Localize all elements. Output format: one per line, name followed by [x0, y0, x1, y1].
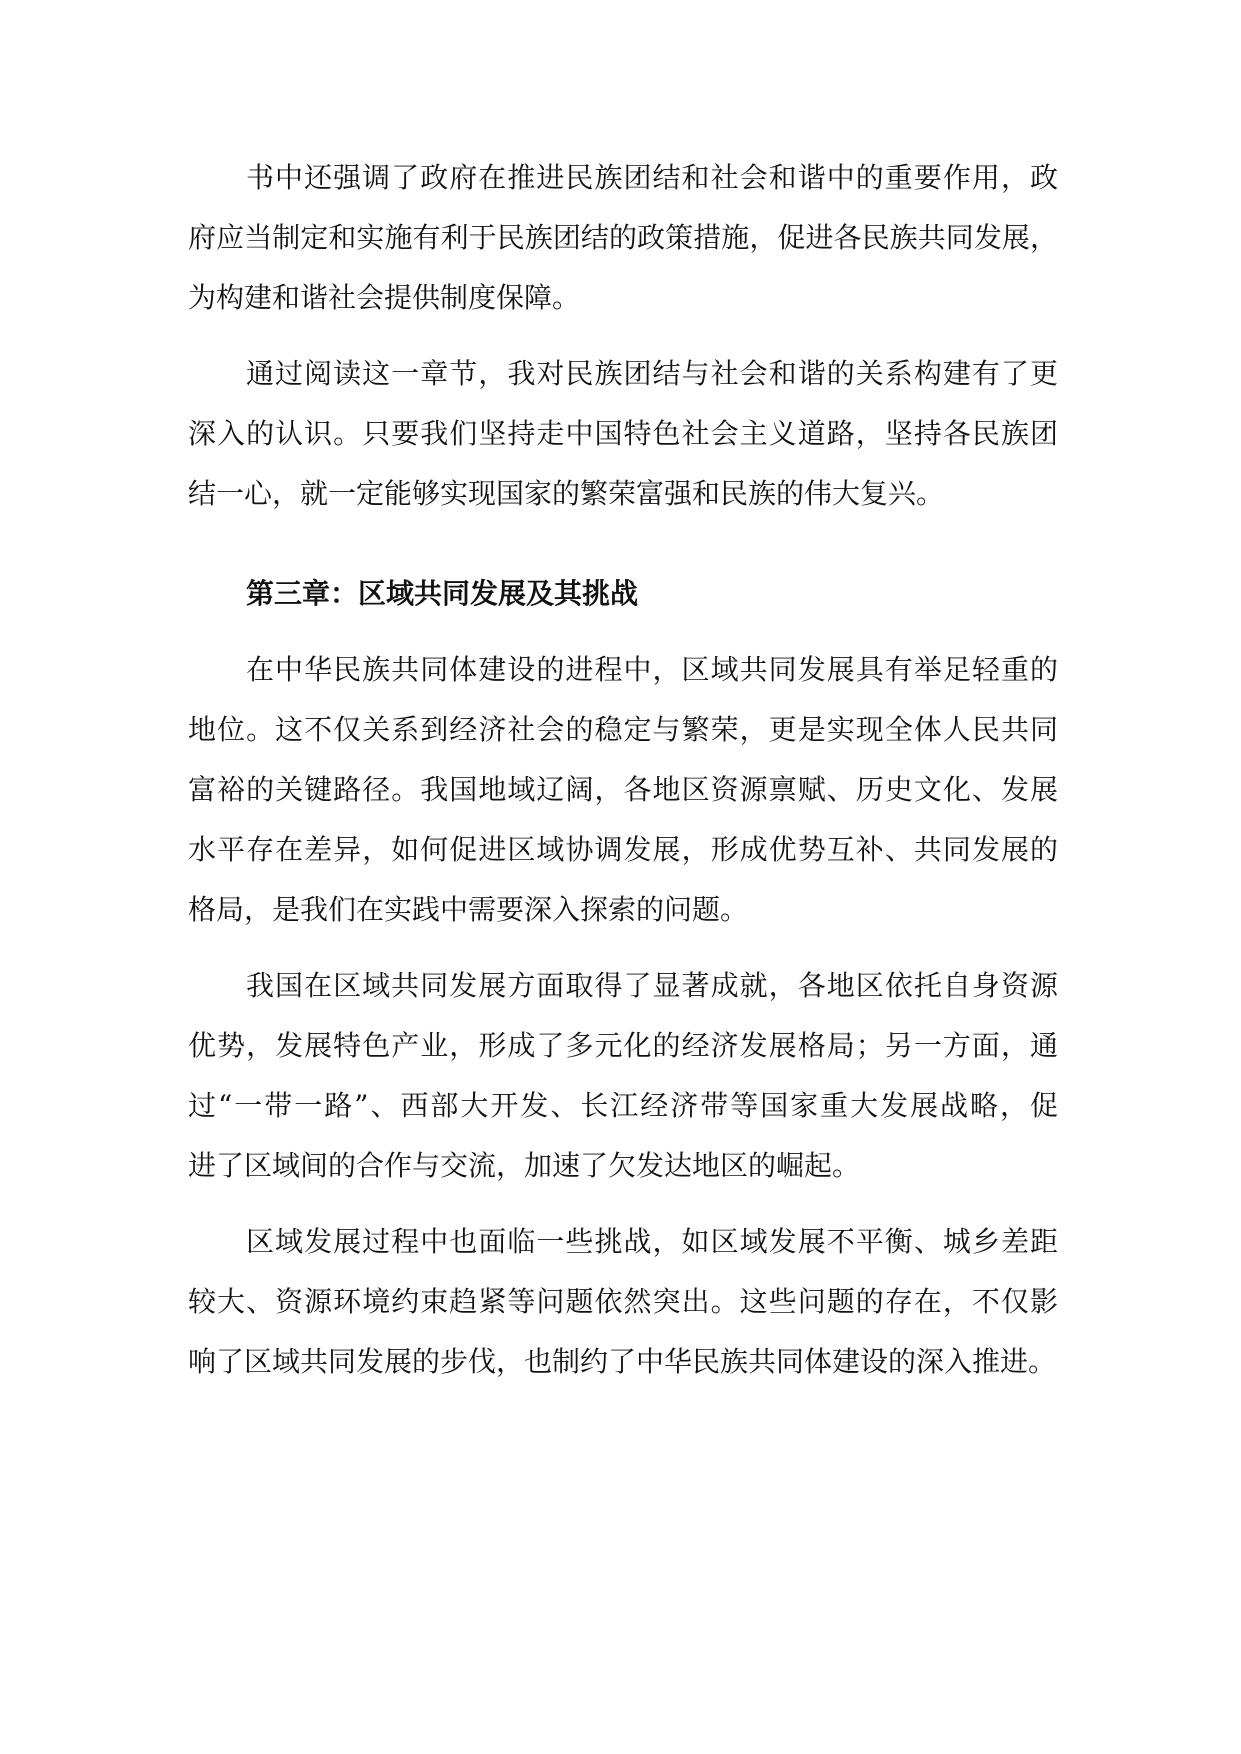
paragraph-reading-reflection: [188, 344, 1058, 524]
chapter-heading: 第三章：区域共同发展及其挑战: [246, 577, 639, 610]
paragraph-regional-importance: [188, 640, 1058, 940]
paragraph-line: 响了区域共同发展的步伐，也制约了中华民族共同体建设的深入推进。: [188, 1345, 1057, 1378]
paragraph-challenges: [188, 1212, 1058, 1392]
paragraph-line: 深入的认识。只要我们坚持走中国特色社会主义道路，坚持各民族团: [188, 417, 1058, 450]
paragraph-line: 通过阅读这一章节，我对民族团结与社会和谐的关系构建有了更: [246, 357, 1058, 390]
paragraph-line: 区域发展过程中也面临一些挑战，如区域发展不平衡、城乡差距: [246, 1225, 1058, 1258]
paragraph-line: 水平存在差异，如何促进区域协调发展，形成优势互补、共同发展的: [188, 833, 1058, 866]
paragraph-line: 地位。这不仅关系到经济社会的稳定与繁荣，更是实现全体人民共同: [188, 713, 1058, 746]
paragraph-line: 府应当制定和实施有利于民族团结的政策措施，促进各民族共同发展，: [188, 221, 1058, 254]
paragraph-achievements: [188, 956, 1058, 1196]
paragraph-line: 优势，发展特色产业，形成了多元化的经济发展格局；另一方面，通: [188, 1029, 1058, 1062]
paragraph-line: 格局，是我们在实践中需要深入探索的问题。: [188, 893, 749, 926]
paragraph-line: 在中华民族共同体建设的进程中，区域共同发展具有举足轻重的: [246, 653, 1058, 686]
paragraph-line: 较大、资源环境约束趋紧等问题依然突出。这些问题的存在，不仅影: [188, 1285, 1058, 1318]
paragraph-line: 过“一带一路”、西部大开发、长江经济带等国家重大发展战略，促: [188, 1089, 1058, 1122]
paragraph-line: 我国在区域共同发展方面取得了显著成就，各地区依托自身资源: [246, 969, 1058, 1002]
paragraph-line: 书中还强调了政府在推进民族团结和社会和谐中的重要作用，政: [246, 161, 1058, 194]
paragraph-government-role: [188, 148, 1058, 328]
paragraph-line: 进了区域间的合作与交流，加速了欠发达地区的崛起。: [188, 1149, 861, 1182]
paragraph-line: 富裕的关键路径。我国地域辽阔，各地区资源禀赋、历史文化、发展: [188, 773, 1058, 806]
paragraph-line: 为构建和谐社会提供制度保障。: [188, 281, 581, 314]
paragraph-line: 结一心，就一定能够实现国家的繁荣富强和民族的伟大复兴。: [188, 477, 945, 510]
document-body: [188, 148, 1058, 1392]
